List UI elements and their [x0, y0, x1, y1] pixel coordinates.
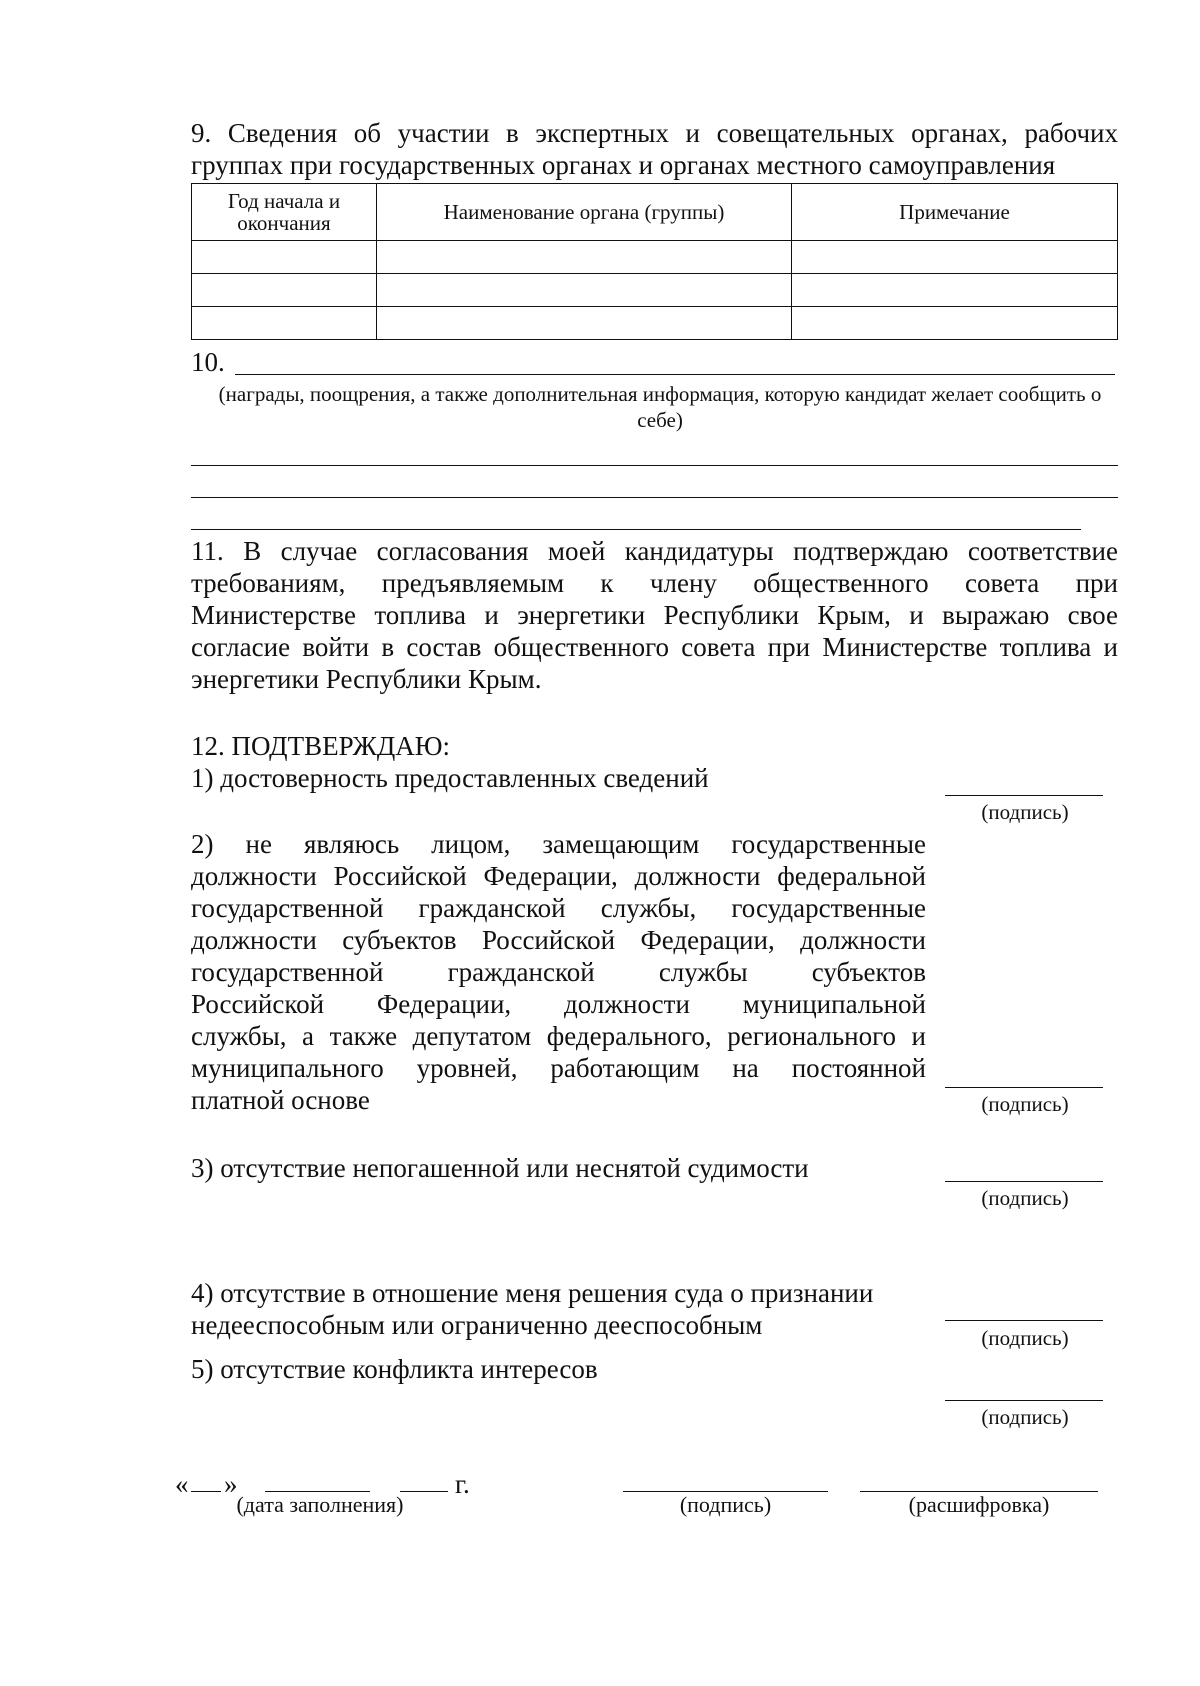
col-header-years: Год начала и окончания [192, 184, 377, 241]
additional-info-field[interactable] [235, 374, 1115, 375]
section9-line2: группах при государственных органах и органах местного самоуправления [191, 150, 1056, 180]
date-quote-open: « [175, 1469, 189, 1499]
section11-line: 11. В случае согласования моей кандидатуры подтверждаю соответствие [191, 536, 1118, 566]
confirm-item-2-line: Российской Федерации, должности муниципальной [191, 989, 926, 1019]
confirm-item-3: 3) отсутствие непогашенной или неснятой судимости [191, 1153, 809, 1183]
table-row[interactable] [192, 307, 1118, 340]
confirm-item-2-line: государственной гражданской службы субъектов [191, 957, 926, 987]
table-cell[interactable] [377, 241, 792, 274]
footer-signature-caption: (подпись) [679, 1492, 772, 1517]
signature-caption: (подпись) [981, 800, 1069, 824]
table-cell[interactable] [792, 307, 1118, 340]
signature-caption: (подпись) [981, 1186, 1069, 1210]
confirm-item-2-line: должности Российской Федерации, должности федеральной [191, 861, 926, 891]
confirm-item-2-line: службы, а также депутатом федерального, регионального и [191, 1021, 926, 1051]
year-suffix: г. [455, 1469, 470, 1499]
decoding-caption: (расшифровка) [908, 1492, 1050, 1517]
section10-number: 10. [191, 347, 225, 377]
confirm-item-4-line: недееспособным или ограниченно дееспособным [191, 1310, 763, 1340]
signature-line-item-4[interactable] [945, 1320, 1103, 1321]
bodies-table [191, 183, 1118, 340]
col-header-body-name: Наименование органа (группы) [377, 184, 792, 241]
signature-line-item-1[interactable] [945, 795, 1103, 796]
confirm-item-2-line: платной основе [191, 1085, 370, 1115]
section9-line1: 9. Сведения об участии в экспертных и совещательных органах, рабочих [191, 118, 1118, 148]
table-cell[interactable] [192, 241, 377, 274]
additional-info-line[interactable] [191, 529, 1081, 530]
date-quote-close: » [224, 1469, 238, 1499]
signature-line-item-5[interactable] [945, 1400, 1103, 1401]
table-cell[interactable] [377, 274, 792, 307]
col-header-note: Примечание [792, 184, 1118, 241]
signature-line-item-3[interactable] [945, 1181, 1103, 1182]
section11-line: требованиям, предъявляемым к члену общественного совета при [191, 568, 1118, 598]
table-cell[interactable] [192, 307, 377, 340]
table-row[interactable] [192, 274, 1118, 307]
section10-caption: (награды, поощрения, а также дополнительная информация, которую кандидат желает сообщить о себе) [218, 382, 1102, 432]
signature-caption: (подпись) [981, 1405, 1069, 1429]
confirm-item-2-line: 2) не являюсь лицом, замещающим государственные [191, 829, 926, 859]
signature-caption: (подпись) [981, 1326, 1069, 1350]
confirm-item-2-line: государственной гражданской службы, государственные [191, 893, 926, 923]
table-header-row [192, 184, 1118, 241]
table-cell[interactable] [792, 241, 1118, 274]
table-cell[interactable] [377, 307, 792, 340]
signature-line-item-2[interactable] [945, 1087, 1103, 1088]
table-cell[interactable] [792, 274, 1118, 307]
confirm-item-2-line: должности субъектов Российской Федерации, должности [191, 925, 926, 955]
table-row[interactable] [192, 241, 1118, 274]
confirm-item-2-line: муниципального уровней, работающим на постоянной [191, 1053, 926, 1083]
date-caption: (дата заполнения) [236, 1492, 404, 1517]
confirm-item-4-line: 4) отсутствие в отношение меня решения суда о признании [191, 1278, 874, 1308]
section11-line: согласие войти в состав общественного совета при Министерстве топлива и [191, 632, 1118, 662]
additional-info-line[interactable] [191, 465, 1118, 466]
section11-line: энергетики Республики Крым. [191, 664, 542, 694]
confirm-item-1: 1) достоверность предоставленных сведений [191, 763, 709, 793]
section11-line: Министерстве топлива и энергетики Республики Крым, и выражаю свое [191, 600, 1118, 630]
additional-info-line[interactable] [191, 497, 1118, 498]
signature-caption: (подпись) [981, 1092, 1069, 1116]
confirm-item-5: 5) отсутствие конфликта интересов [191, 1354, 598, 1384]
section12-title: 12. ПОДТВЕРЖДАЮ: [191, 731, 450, 761]
table-cell[interactable] [192, 274, 377, 307]
